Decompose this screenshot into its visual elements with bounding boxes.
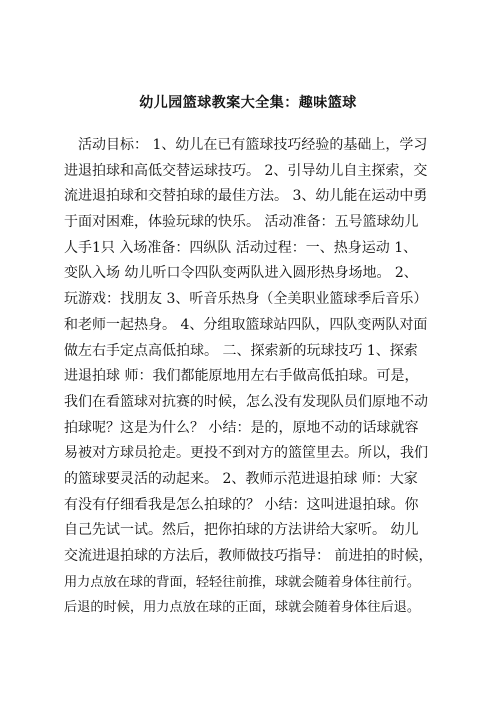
body-line: 进退拍球 师：我们都能原地用左右手做高低拍球。可是， (64, 368, 419, 385)
document-body (64, 133, 444, 621)
body-line: 人手1只 入场准备：四纵队 活动过程：一、热身运动 1、 (64, 239, 418, 256)
body-line: 活动目标： 1、幼儿在已有篮球技巧经验的基础上，学习 (78, 137, 428, 153)
body-line: 做左右手定点高低拍球。 二、探索新的玩球技巧 1、探索 (64, 342, 418, 359)
body-line: 拍球呢？这是为什么？ 小结：是的，原地不动的话球就容 (64, 419, 419, 436)
body-line: 后退的时候，用力点放在球的正面，球就会随着身体往后退。 (64, 600, 421, 616)
body-line: 用力点放在球的背面，轻轻往前推，球就会随着身体往前行。 (64, 574, 421, 590)
body-line: 我们在看篮球对抗赛的时候，怎么没有发现队员们原地不动 (64, 393, 428, 410)
body-line: 的篮球要灵活的动起来。 2、教师示范进退拍球 师：大家 (64, 470, 418, 487)
body-line: 有没有仔细看我是怎么拍球的？ 小结：这叫进退拍球。你 (64, 496, 419, 513)
body-line: 变队入场 幼儿听口令四队变两队进入圆形热身场地。 2、 (64, 265, 418, 282)
body-line: 易被对方球员抢走。更投不到对方的篮筐里去。所以，我们 (64, 445, 428, 462)
body-line: 流进退拍球和交替拍球的最佳方法。 3、幼儿能在运动中勇 (64, 188, 428, 205)
body-line: 交流进退拍球的方法后，教师做技巧指导： 前进拍的时候， (64, 548, 433, 564)
body-line: 玩游戏：找朋友 3、听音乐热身（全美职业篮球季后音乐） (64, 291, 428, 308)
document-title: 幼儿园篮球教案大全集：趣味篮球 (139, 95, 357, 111)
body-line: 于面对困难，体验玩球的快乐。 活动准备：五号篮球幼儿 (64, 214, 419, 231)
body-line: 自己先试一试。然后，把你拍球的方法讲给大家听。 幼儿 (64, 522, 419, 539)
body-line: 和老师一起热身。 4、分组取篮球站四队，四队变两队对面 (64, 316, 428, 333)
body-line: 进退拍球和高低交替运球技巧。 2、引导幼儿自主探索，交 (64, 162, 428, 179)
